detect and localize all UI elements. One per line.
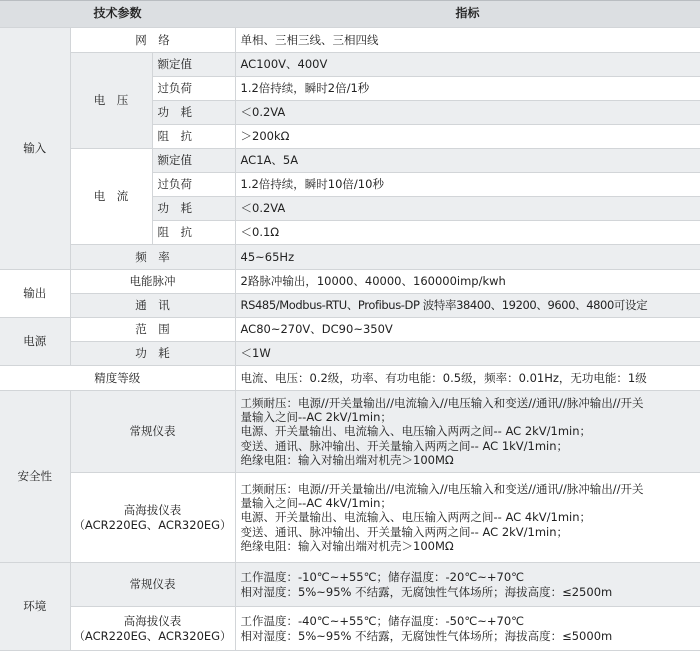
value-network: 单相、三相三线、三相四线 (235, 28, 700, 53)
param-current-overload: 过负荷 (152, 173, 235, 197)
value-range: AC80~270V、DC90~350V (235, 318, 700, 342)
value-current-power: ＜0.2VA (235, 197, 700, 221)
meter-models: （ACR220EG、ACR320EG） (73, 628, 232, 643)
param-network: 网 络 (70, 28, 235, 53)
value-current-impedance: ＜0.1Ω (235, 221, 700, 245)
spec-line: 变送、通讯、脉冲输出、开关量输入两两之间-- AC 2kV/1min； (240, 524, 569, 539)
value-comm: RS485/Modbus-RTU、Profibus-DP 波特率38400、19200、9600、4800可设定 (235, 294, 700, 318)
table-row (0, 245, 700, 270)
value-voltage-impedance: ＞200kΩ (235, 125, 700, 149)
table-row (0, 342, 700, 366)
group-safety: 安全性 (0, 391, 70, 563)
table-row (0, 149, 700, 173)
value-env-high-altitude (235, 607, 700, 651)
param-env-high-altitude (70, 607, 235, 651)
group-environment: 环境 (0, 563, 70, 651)
header-params: 技术参数 (0, 1, 235, 28)
meter-type-label: 高海拔仪表 (123, 502, 182, 517)
param-voltage-rated: 额定值 (152, 53, 235, 77)
table-row (0, 28, 700, 53)
table-row (0, 53, 700, 77)
meter-type-label: 高海拔仪表 (123, 613, 182, 628)
param-current-impedance: 阻 抗 (152, 221, 235, 245)
spec-line: 工频耐压：电源//开关量输出//电流输入//电压输入和变送//通讯//脉冲输出//开关 (240, 481, 644, 496)
table-row (0, 318, 700, 342)
spec-line: 工频耐压：电源//开关量输出//电流输入//电压输入和变送//通讯//脉冲输出//开关 (240, 395, 644, 410)
param-current-rated: 额定值 (152, 149, 235, 173)
param-voltage-overload: 过负荷 (152, 77, 235, 101)
spec-line: 电源、开关量输出、电流输入、电压输入两两之间-- AC 4kV/1min； (240, 510, 592, 525)
value-current-overload: 1.2倍持续，瞬时10倍/10秒 (235, 173, 700, 197)
group-input: 输入 (0, 28, 70, 270)
spec-line: 相对湿度：5%~95% 不结露，无腐蚀性气体场所；海拔高度：≤2500m (240, 584, 613, 599)
spec-line: 绝缘电阻：输入对输出端对机壳＞100MΩ (240, 453, 454, 468)
table-row (0, 270, 700, 294)
value-safety-high-altitude (235, 473, 700, 563)
table-row (0, 391, 700, 473)
value-safety-normal (235, 391, 700, 473)
spec-line: 相对湿度：5%~95% 不结露，无腐蚀性气体场所；海拔高度：≤5000m (240, 628, 613, 643)
param-voltage-power: 功 耗 (152, 101, 235, 125)
value-voltage-rated: AC100V、400V (235, 53, 700, 77)
spec-line: 量输入之间--AC 4kV/1min； (240, 495, 392, 510)
param-pulse: 电能脉冲 (70, 270, 235, 294)
value-env-normal (235, 563, 700, 607)
meter-models: （ACR220EG、ACR320EG） (73, 517, 232, 532)
value-pulse: 2路脉冲输出，10000、40000、160000imp/kwh (235, 270, 700, 294)
table-row (0, 294, 700, 318)
spec-line: 变送、通讯、脉冲输出、开关量输入两两之间-- AC 1kV/1min； (240, 438, 569, 453)
table-row (0, 473, 700, 563)
param-env-normal: 常规仪表 (70, 563, 235, 607)
sub-voltage: 电 压 (70, 53, 152, 149)
spec-line: 绝缘电阻：输入对输出端对机壳＞100MΩ (240, 539, 454, 554)
value-current-rated: AC1A、5A (235, 149, 700, 173)
spec-line: 电源、开关量输出、电流输入、电压输入两两之间-- AC 2kV/1min； (240, 424, 592, 439)
value-frequency: 45~65Hz (235, 245, 700, 270)
table-row (0, 366, 700, 391)
table-row (0, 563, 700, 607)
param-safety-high-altitude (70, 473, 235, 563)
table-row (0, 607, 700, 651)
value-accuracy: 电流、电压：0.2级，功率、有功电能：0.5级，频率：0.01Hz，无功电能：1级 (235, 366, 700, 391)
param-safety-normal: 常规仪表 (70, 391, 235, 473)
spec-line: 量输入之间--AC 2kV/1min； (240, 409, 392, 424)
value-voltage-overload: 1.2倍持续，瞬时2倍/1秒 (235, 77, 700, 101)
header-spec: 指标 (235, 1, 700, 28)
value-consumption: ＜1W (235, 342, 700, 366)
param-frequency: 频 率 (70, 245, 235, 270)
group-power-supply: 电源 (0, 318, 70, 366)
value-voltage-power: ＜0.2VA (235, 101, 700, 125)
param-consumption: 功 耗 (70, 342, 235, 366)
param-range: 范 围 (70, 318, 235, 342)
sub-current: 电 流 (70, 149, 152, 245)
param-accuracy: 精度等级 (0, 366, 235, 391)
group-output: 输出 (0, 270, 70, 318)
header-row (0, 1, 700, 28)
param-comm: 通 讯 (70, 294, 235, 318)
spec-line: 工作温度：-40℃~+55℃；储存温度：-50℃~+70℃ (240, 614, 525, 629)
param-current-power: 功 耗 (152, 197, 235, 221)
spec-line: 工作温度：-10℃~+55℃；储存温度：-20℃~+70℃ (240, 570, 525, 585)
param-voltage-impedance: 阻 抗 (152, 125, 235, 149)
